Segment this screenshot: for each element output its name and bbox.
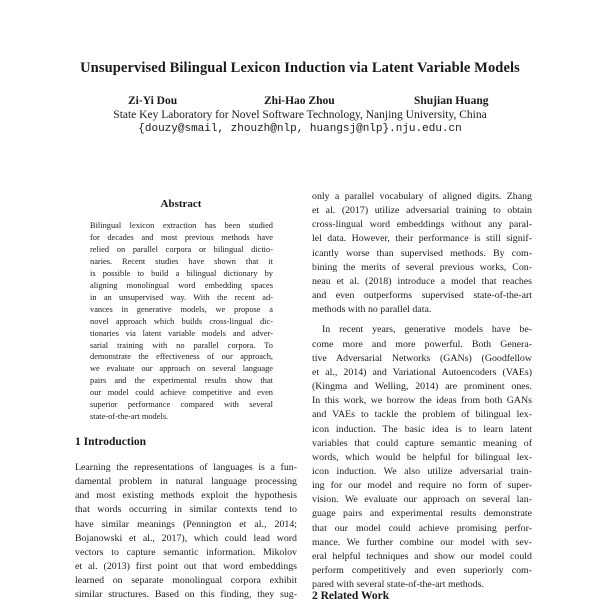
abstract-line: for decades and most previous methods have [90, 232, 273, 242]
section-heading-introduction: 1 Introduction [75, 436, 147, 448]
abstract-line: relied on parallel corpora or bilingual dictio- [90, 244, 273, 254]
author-affiliation: State Key Laboratory for Novel Software Technology, Nanjing University, China [113, 109, 487, 121]
body-line: icon induction. We also utilize adversarial train- [312, 465, 532, 477]
body-line: and most existing methods exploit the hypothesis [75, 490, 297, 502]
abstract-line: pairs and the experimental results show that [90, 376, 273, 386]
abstract-line: state-of-the-art models. [90, 412, 169, 422]
body-line: and VAEs to tackle the problem of bilingual lex- [312, 409, 532, 421]
right-column-body [312, 190, 532, 592]
body-line: guage pairs and experimental results demonstrate [312, 508, 532, 520]
abstract-line: demonstrate the effectiveness of our approach, [90, 352, 273, 362]
paper-title: Unsupervised Bilingual Lexicon Induction via Latent Variable Models [80, 60, 520, 76]
body-line: similar structures. Based on this finding, they sug- [75, 589, 297, 601]
body-line: In this work, we borrow the ideas from both GANs [312, 395, 532, 407]
body-line: only a parallel vocabulary of aligned digits. Zhang [312, 191, 532, 202]
body-line: In recent years, generative models have be- [322, 324, 532, 336]
body-line: vectors to capture semantic information. Mikolov [75, 546, 297, 558]
abstract-line: is possible to build a bilingual dictionary by [90, 268, 273, 278]
body-line: ing for our model and require no form of super- [312, 480, 532, 492]
body-line: cross-lingual word embeddings without any paral- [312, 219, 532, 231]
body-line: (Kingma and Welling, 2014) are prominent ones. [312, 381, 532, 393]
author-name: Shujian Huang [414, 95, 489, 107]
body-line: methods with no parallel data. [312, 304, 432, 316]
body-line: Bojanowski et al., 2017), which could lead word [75, 532, 297, 544]
body-line: et al. (2017) utilize adversarial training to obtain [312, 205, 532, 217]
body-line: icon induction. The basic idea is to learn latent [312, 423, 532, 435]
body-line: et al. (2013) first point out that word embeddings [75, 561, 297, 573]
body-line: neau et al. (2018) introduce a model that reaches [312, 275, 532, 287]
abstract-line: superior performance compared with several [90, 400, 273, 410]
body-line: that words occurring in similar contexts tend to [75, 504, 297, 516]
abstract-line: we evaluate our approach on several language [90, 364, 273, 374]
body-line: variables that could capture semantic meaning of [312, 437, 532, 449]
abstract-line: sarial training with no parallel corpora. To [90, 340, 273, 350]
abstract-line: vances in generative models, we propose a [90, 304, 273, 314]
abstract-line: tionaries via latent variable models and adver- [90, 328, 273, 338]
abstract-line: aligning monolingual word embedding spaces [90, 280, 273, 290]
abstract-heading: Abstract [160, 198, 202, 210]
abstract-line: in an unsupervised way. With the recent ad- [90, 292, 273, 302]
body-line: damental problem in natural language processing [75, 476, 297, 488]
body-line: and even outperforms supervised state-of-the-art [312, 290, 532, 302]
body-line: that our model could achieve promising perfor- [312, 522, 532, 534]
body-line: perform competitively and even superiorly com- [312, 565, 532, 577]
abstract-line: Bilingual lexicon extraction has been studied [90, 221, 273, 230]
introduction-body [75, 461, 297, 603]
body-line: lel data. However, their performance is still signif- [312, 233, 532, 245]
abstract-body [90, 220, 273, 423]
body-line: learned on separate monolingual corpora exhibit [75, 575, 297, 587]
abstract-line: our model could achieve competitive and even [90, 388, 273, 398]
body-line: pared with several state-of-the-art methods. [312, 579, 484, 591]
body-line: bining the merits of several previous works, Con- [312, 261, 532, 273]
abstract-line: naries. Recent studies have shown that it [90, 256, 273, 266]
body-line: Learning the representations of languages is a fun- [75, 462, 297, 473]
author-emails: {douzy@smail, zhouzh@nlp, huangsj@nlp}.nju.edu.cn [138, 123, 462, 135]
body-line: come more and more powerful. Both Genera- [312, 338, 532, 350]
body-line: have similar meanings (Pennington et al., 2014; [75, 518, 297, 530]
body-line: vision. We evaluate our approach on several lan- [312, 494, 532, 506]
body-line: mance. We further combine our model with sev- [312, 536, 532, 548]
body-line: words, which would be helpful for bilingual lex- [312, 451, 532, 463]
body-line: tive Adversarial Networks (GANs) (Goodfellow [312, 352, 532, 364]
body-line: et al., 2014) and Variational Autoencoders (VAEs) [312, 366, 532, 378]
body-line: eral helpful techniques and show our model could [312, 550, 532, 562]
abstract-line: novel approach which builds cross-lingual dic- [90, 316, 273, 326]
author-name: Zhi-Hao Zhou [264, 95, 335, 107]
author-name: Zi-Yi Dou [128, 95, 178, 107]
body-line: icantly worse than supervised methods. By com- [312, 247, 532, 259]
section-heading-related-work: 2 Related Work [312, 590, 390, 602]
